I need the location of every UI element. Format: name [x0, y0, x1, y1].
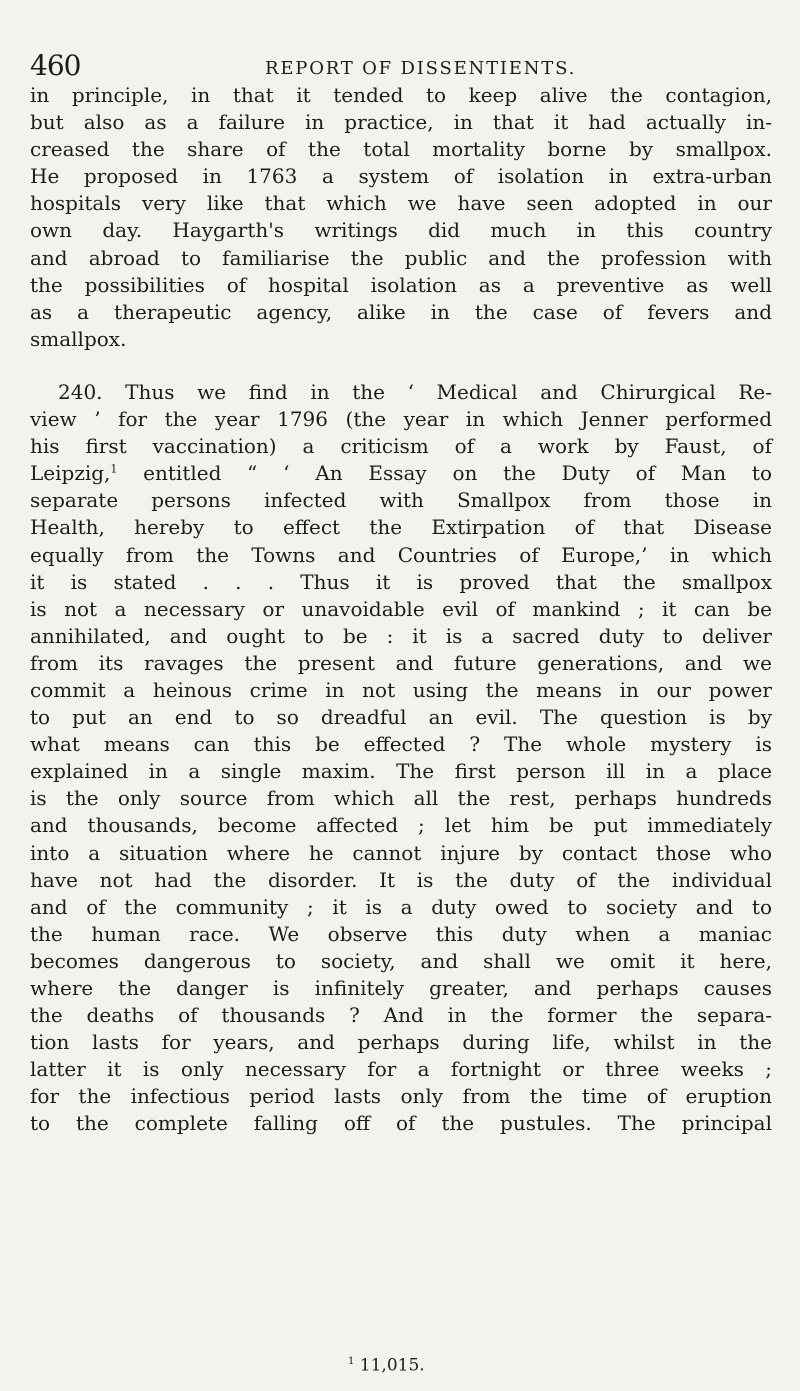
text-line	[30, 460, 772, 487]
text-line: separate persons infected with Smallpox from those in	[30, 488, 772, 513]
text-line: and thousands, become affected ; let him be put immediately	[30, 813, 772, 838]
text-line: for the infectious period lasts only from the time of eruption	[30, 1084, 772, 1109]
text-line: is not a necessary or unavoidable evil of mankind ; it can be	[30, 596, 772, 621]
text-line: commit a heinous crime in not using the means in our power	[30, 677, 772, 702]
text-line: explained in a single maxim. The first person ill in a place	[30, 759, 772, 784]
text-line: but also as a failure in practice, in that it had actually in-	[30, 110, 772, 135]
text-line: 240. Thus we find in the ‘ Medical and Chirurgical Re-	[58, 379, 772, 404]
text-line: and abroad to familiarise the public and the profession with	[30, 245, 772, 270]
text-line: and of the community ; it is a duty owed to society and to	[30, 894, 772, 919]
text-line: his first vaccination) a criticism of a work by Faust, of	[30, 434, 772, 459]
text-line: as a therapeutic agency, alike in the case of fevers and	[30, 299, 772, 324]
text-line: from its ravages the present and future generations, and we	[30, 650, 772, 675]
text-line: the possibilities of hospital isolation as a preventive as well	[30, 272, 772, 297]
running-head: REPORT OF DISSENTIENTS.	[265, 58, 577, 79]
paragraph-1	[30, 82, 772, 353]
text-line: is the only source from which all the rest, perhaps hundreds	[30, 786, 772, 811]
page-number: 460	[30, 49, 81, 82]
text-line: the human race. We observe this duty when a maniac	[30, 921, 772, 946]
text-line: the deaths of thousands ? And in the former the separa-	[30, 1003, 772, 1028]
paragraph-gap	[30, 353, 772, 379]
text-line: have not had the disorder. It is the duty of the individual	[30, 867, 772, 892]
footnote-reference: 1	[110, 462, 118, 476]
text-fragment: entitled “ ‘ An Essay on the Duty of Man to	[117, 461, 772, 486]
footnote	[348, 1352, 425, 1376]
text-line: latter it is only necessary for a fortnight or three weeks ;	[30, 1057, 772, 1082]
text-line: He proposed in 1763 a system of isolation in extra-urban	[30, 164, 772, 189]
text-line: creased the share of the total mortality borne by smallpox.	[30, 137, 772, 162]
text-line: it is stated . . . Thus it is proved that the smallpox	[30, 569, 772, 594]
text-line: to the complete falling off of the pustules. The principal	[30, 1111, 772, 1136]
footnote-marker: 1	[348, 1356, 355, 1367]
text-line: where the danger is infinitely greater, and perhaps causes	[30, 976, 772, 1000]
text-line: becomes dangerous to society, and shall we omit it here,	[30, 948, 772, 973]
text-line: to put an end to so dreadful an evil. The question is by	[30, 705, 772, 730]
footnote-text: 11,015.	[359, 1355, 425, 1376]
body-text	[30, 82, 772, 1138]
text-line: into a situation where he cannot injure by contact those who	[30, 840, 772, 865]
text-line: in principle, in that it tended to keep alive the contagion,	[30, 83, 772, 107]
page-header	[30, 49, 770, 82]
text-line: smallpox.	[30, 326, 127, 351]
text-line: tion lasts for years, and perhaps during life, whilst in the	[30, 1030, 772, 1055]
text-line: Health, hereby to effect the Extirpation of that Disease	[30, 515, 772, 540]
paragraph-2	[30, 379, 772, 1138]
text-line: annihilated, and ought to be : it is a sacred duty to deliver	[30, 623, 772, 648]
paragraph-2-continued	[30, 487, 772, 1137]
text-line: view ’ for the year 1796 (the year in which Jenner performed	[30, 407, 772, 432]
text-line: equally from the Towns and Countries of Europe,’ in which	[30, 542, 772, 567]
text-line: what means can this be effected ? The whole mystery is	[30, 732, 772, 757]
text-fragment: Leipzig,	[30, 461, 111, 486]
text-line: hospitals very like that which we have seen adopted in our	[30, 191, 772, 216]
text-line: own day. Haygarth's writings did much in this country	[30, 218, 772, 243]
